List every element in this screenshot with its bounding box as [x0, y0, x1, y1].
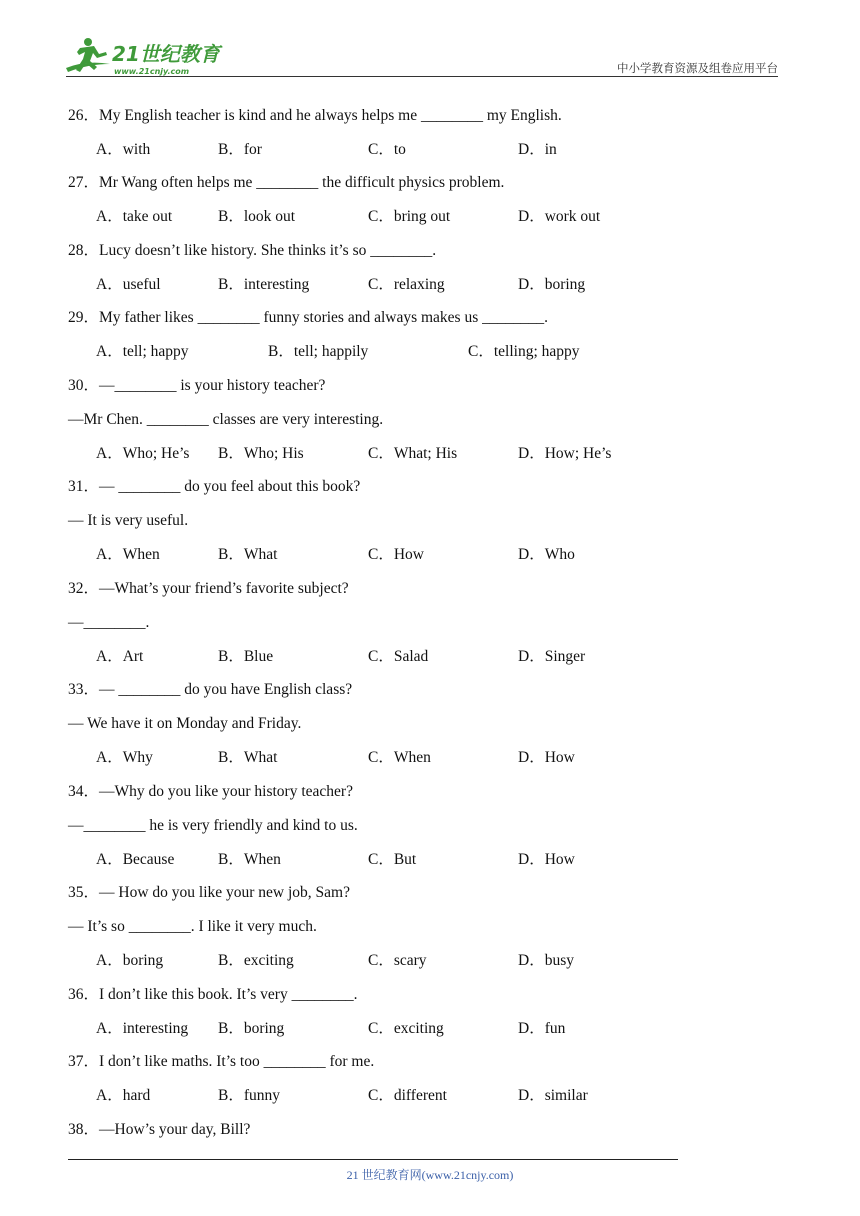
- answer-option: D．How; He’s: [518, 445, 612, 462]
- footer-divider: [68, 1159, 678, 1160]
- answer-option: C．different: [368, 1087, 447, 1104]
- question-dialogue-line: —Mr Chen. ________ classes are very interesting.: [68, 411, 384, 428]
- answer-option: B．What: [218, 546, 278, 563]
- answer-option: A．with: [96, 141, 151, 158]
- answer-option: C．When: [368, 749, 431, 766]
- question-stem: 38．—How’s your day, Bill?: [68, 1121, 251, 1138]
- question-dialogue-line: — We have it on Monday and Friday.: [68, 715, 302, 732]
- answer-option: D．How: [518, 749, 575, 766]
- question-stem: 36．I don’t like this book. It’s very ________.: [68, 986, 358, 1003]
- answer-option: C．But: [368, 851, 417, 868]
- answer-option: B．Blue: [218, 648, 274, 665]
- answer-option: D．work out: [518, 208, 601, 225]
- answer-option: B．Who; His: [218, 445, 304, 462]
- answer-option: C．relaxing: [368, 276, 445, 293]
- question-stem: 34．—Why do you like your history teacher?: [68, 783, 353, 800]
- answer-option: D．in: [518, 141, 557, 158]
- question-stem: 30．—________ is your history teacher?: [68, 377, 326, 394]
- answer-option: D．similar: [518, 1087, 588, 1104]
- answer-option: A．tell; happy: [96, 343, 189, 360]
- answer-option: C．How: [368, 546, 424, 563]
- answer-option: A．When: [96, 546, 160, 563]
- answer-option: B．for: [218, 141, 262, 158]
- 21cnjy-logo: [66, 34, 231, 78]
- answer-option: B．What: [218, 749, 278, 766]
- question-stem: 27．Mr Wang often helps me ________ the difficult physics problem.: [68, 174, 505, 191]
- answer-option: A．useful: [96, 276, 161, 293]
- question-stem: 26．My English teacher is kind and he always helps me ________ my English.: [68, 107, 562, 124]
- answer-option: A．Art: [96, 648, 144, 665]
- answer-option: A．hard: [96, 1087, 151, 1104]
- question-dialogue-line: — It is very useful.: [68, 512, 189, 529]
- answer-option: B．exciting: [218, 952, 294, 969]
- answer-option: C．Salad: [368, 648, 429, 665]
- question-stem: 29．My father likes ________ funny stories and always makes us ________.: [68, 309, 549, 326]
- answer-option: B．look out: [218, 208, 296, 225]
- platform-text: 中小学教育资源及组卷应用平台: [617, 61, 778, 75]
- question-stem: 28．Lucy doesn’t like history. She thinks it’s so ________.: [68, 242, 437, 259]
- answer-option: C．exciting: [368, 1020, 444, 1037]
- answer-option: C．telling; happy: [468, 343, 580, 360]
- answer-option: B．boring: [218, 1020, 285, 1037]
- answer-option: C．bring out: [368, 208, 451, 225]
- question-dialogue-line: —________.: [68, 614, 150, 631]
- logo-text: 21世纪教育: [112, 42, 220, 66]
- answer-option: A．Why: [96, 749, 153, 766]
- answer-option: B．tell; happily: [268, 343, 369, 360]
- answer-option: D．fun: [518, 1020, 566, 1037]
- answer-option: C．to: [368, 141, 406, 158]
- header-divider: [66, 76, 778, 77]
- answer-option: A．boring: [96, 952, 164, 969]
- question-stem: 35．— How do you like your new job, Sam?: [68, 884, 350, 901]
- answer-option: A．Who; He’s: [96, 445, 190, 462]
- answer-option: A．Because: [96, 851, 175, 868]
- question-dialogue-line: —________ he is very friendly and kind to us.: [68, 817, 358, 834]
- answer-option: A．interesting: [96, 1020, 189, 1037]
- answer-option: D．Singer: [518, 648, 586, 665]
- answer-option: C．What; His: [368, 445, 458, 462]
- answer-option: B．funny: [218, 1087, 281, 1104]
- answer-option: B．When: [218, 851, 281, 868]
- answer-option: D．boring: [518, 276, 586, 293]
- question-stem: 37．I don’t like maths. It’s too ________ for me.: [68, 1053, 375, 1070]
- answer-option: D．Who: [518, 546, 575, 563]
- answer-option: A．take out: [96, 208, 173, 225]
- answer-option: D．busy: [518, 952, 574, 969]
- logo-url: www.21cnjy.com: [114, 67, 190, 76]
- question-stem: 32．—What’s your friend’s favorite subject?: [68, 580, 349, 597]
- page-header: [66, 34, 778, 80]
- question-stem: 31．— ________ do you feel about this book?: [68, 478, 361, 495]
- answer-option: D．How: [518, 851, 575, 868]
- footer-text: 21 世纪教育网(www.21cnjy.com): [346, 1168, 514, 1182]
- question-dialogue-line: — It’s so ________. I like it very much.: [68, 918, 317, 935]
- answer-option: B．interesting: [218, 276, 310, 293]
- answer-option: C．scary: [368, 952, 427, 969]
- question-stem: 33．— ________ do you have English class?: [68, 681, 353, 698]
